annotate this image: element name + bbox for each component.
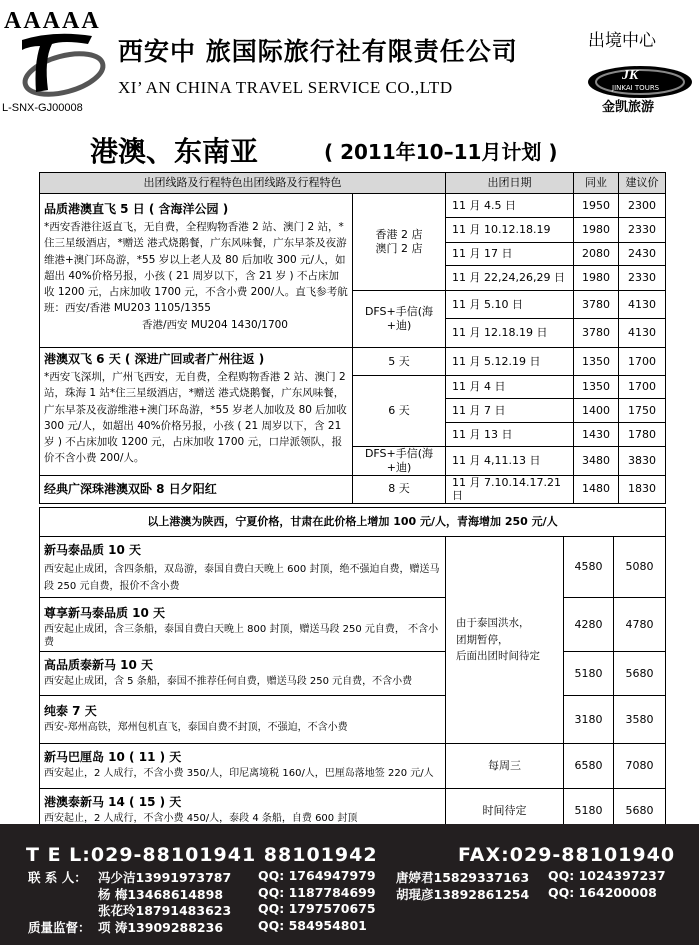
row-suggested-price: 7080 [614,744,666,789]
row-suggested-price: 2330 [619,266,666,291]
sea-route-body: 西安起止成团，含三条船，泰国自费白天晚上 800 封顶，赠送马段 250 元自费， 不含小费 [44,624,439,648]
flood-note: 由于泰国洪水， 团期暂停， 后面出团时间待定 [446,537,564,744]
contact-name-phone: 项 涛13909288236 [98,920,224,935]
header-date: 出团日期 [446,173,574,194]
row-date: 时间待定 [446,789,564,833]
row-peer-price: 1950 [574,194,619,218]
row-date: 11 月 4.5 日 [446,194,574,218]
sea-route-desc [40,537,446,598]
row-suggested-price: 1700 [619,376,666,399]
contact-qq: QQ: 1024397237 [548,868,666,883]
row-peer-price: 3780 [574,291,619,319]
row-peer-price: 1350 [574,376,619,399]
sea-route-desc [40,744,446,789]
route-1-shops: 香港 2 店 澳门 2 店 [353,194,446,291]
row-date: 11 月 22,24,26,29 日 [446,266,574,291]
row-peer-price: 1400 [574,399,619,423]
sea-route-desc [40,652,446,696]
sea-route-body: 西安起止成团，含四条船，双岛游，泰国自费白天晚上 600 封顶，绝不强迫自费，赠送马段 250 元自费，报价不含小费 [44,564,440,592]
row-peer-price: 6580 [564,744,614,789]
row-date: 11 月 13 日 [446,423,574,447]
sea-route-title: 港澳泰新马 14 ( 15 ) 天 [44,795,182,809]
contact-name-phone: 唐婷君15829337163 [396,870,530,885]
row-peer-price: 4280 [564,598,614,652]
license-number: L-SNX-GJ00008 [2,102,83,114]
route-3-title: 经典广深珠港澳双卧 8 日夕阳红 [40,475,353,504]
sea-route-body: 西安起止成团，含 5 条船，泰国不推荐任何自费，赠送马段 250 元自费，不含小费 [44,676,413,687]
table-row [40,598,666,652]
row-peer-price: 5180 [564,789,614,833]
telephone: T E L:029-88101941 88101942 [26,844,378,866]
route-1-desc [40,194,353,348]
row-date: 11 月 17 日 [446,243,574,266]
sea-route-title: 纯泰 7 天 [44,704,97,718]
row-suggested-price: 1750 [619,399,666,423]
logo-text: AAAAA [4,8,101,34]
table-row [40,744,666,789]
row-peer-price: 5180 [564,652,614,696]
contact-qq: QQ: 1764947979 [258,868,376,883]
row-peer-price: 3480 [574,447,619,476]
row-date: 11 月 12.18.19 日 [446,319,574,348]
sea-route-desc [40,696,446,744]
table-row [40,537,666,598]
route-2-dfs: DFS+手信(海+迪) [353,447,446,476]
row-suggested-price: 4130 [619,291,666,319]
company-name-en: XI’ AN CHINA TRAVEL SERVICE CO.,LTD [118,78,453,97]
row-date: 11 月 7 日 [446,399,574,423]
route-3-days: 8 天 [353,475,446,504]
row-peer-price: 1980 [574,218,619,243]
contact-qq: QQ: 1797570675 [258,901,376,916]
row-date: 11 月 4,11.13 日 [446,447,574,476]
contact-qq: QQ: 164200008 [548,885,657,900]
page-title: 港澳、东南亚 [90,135,259,168]
row-suggested-price: 5080 [614,537,666,598]
row-date: 11 月 7.10.14.17.21 日 [446,475,574,504]
route-1-title: 品质港澳直飞 5 日 ( 含海洋公园 ) [44,202,229,216]
row-peer-price: 4580 [564,537,614,598]
row-suggested-price: 2430 [619,243,666,266]
contact-name-phone: 杨 梅13468614898 [98,887,224,902]
table-row [40,475,666,504]
outbound-center-label: 出境中心 [588,31,656,51]
row-suggested-price: 4780 [614,598,666,652]
brand-logo-letters: JK [622,68,639,83]
sea-route-title: 尊享新马泰品质 10 天 [44,606,166,620]
route-2-days-6: 6 天 [353,376,446,447]
row-suggested-price: 5680 [614,652,666,696]
company-logo-icon [14,30,109,100]
route-1-flight-return: 香港/西安 MU204 1430/1700 [142,318,288,331]
company-name-cn: 西安中 旅国际旅行社有限责任公司 [118,37,518,66]
contact-name-phone: 冯少洁13991973787 [98,870,232,885]
table-row [40,696,666,744]
southeast-asia-table [39,507,666,833]
row-suggested-price: 1780 [619,423,666,447]
row-date: 11 月 4 日 [446,376,574,399]
row-suggested-price: 2300 [619,194,666,218]
quality-label: 质量监督： [28,920,91,935]
page-subtitle: ( 2011年10–11月计划 ) [324,140,558,164]
route-1-body: *西安香港往返直飞，无自费，全程购物香港 2 站、澳门 2 站，*住三星级酒店，*赠送 港式烧鹅餐，广东风味餐，广东早茶及夜游维港+澳门环岛游，*55 岁以上老人及 80 后加收 300 元/人，如超出 40%价格另报，小孩 ( 21 周岁以下，含 21 岁 ) 不占床加收 1200 元，占床加收 1700 元，不含小费 200/人。直飞参考航班：西安/香港 MU203 1105/1355 [44,221,348,315]
header-peer: 同业 [574,173,619,194]
sea-route-body: 西安-郑州高铁，郑州包机直飞，泰国自费不封顶，不强迫，不含小费 [44,722,348,733]
brand-logo-en: JINKAI TOURS [612,84,660,92]
row-peer-price: 3780 [574,319,619,348]
row-peer-price: 1480 [574,475,619,504]
contact-qq: QQ: 1187784699 [258,885,376,900]
route-2-body: *西安飞深圳，广州飞西安，无自费，全程购物香港 2 站、澳门 2 站，珠海 1 站*住三星级酒店，*赠送 港式烧鹅餐，广东风味餐，广东早茶及夜游维港+澳门环岛游，*55 岁老人加收及 80 后加收 300 元/人，如超出 40%价格另报，小孩 ( 21 周岁以下，含 21 岁 ) 不占床加收 1200 元，占床加收 1700 元，口岸派领队，报价不含小费 200/人。 [44,371,347,465]
sea-route-body: 西安起止，2 人成行，不含小费 450/人，泰段 4 条船，自费 600 封顶 [44,813,358,824]
row-suggested-price: 3580 [614,696,666,744]
sea-route-title: 新马泰品质 10 天 [44,543,142,557]
contact-name-phone: 胡琨彦13892861254 [396,887,530,902]
price-note: 以上港澳为陕西，宁夏价格，甘肃在此价格上增加 100 元/人，青海增加 250 元/人 [40,508,666,537]
route-2-desc [40,348,353,476]
row-suggested-price: 1700 [619,348,666,376]
header-route: 出团线路及行程特色出团线路及行程特色 [40,173,446,194]
row-date: 11 月 5.10 日 [446,291,574,319]
brand-logo [586,64,694,116]
route-2-title: 港澳双飞 6 天 ( 深进广回或者广州往返 ) [44,352,265,366]
brand-name-cn: 金凯旅游 [602,100,655,115]
contact-qq: QQ: 584954801 [258,918,367,933]
fax-number: FAX:029-88101940 [458,844,676,866]
sea-route-desc [40,598,446,652]
sea-route-title: 新马巴厘岛 10 ( 11 ) 天 [44,750,182,764]
table-row [40,194,666,218]
row-suggested-price: 5680 [614,789,666,833]
route-2-days-5: 5 天 [353,348,446,376]
row-suggested-price: 4130 [619,319,666,348]
header-price: 建议价 [619,173,666,194]
table-header-row [40,173,666,194]
route-1-dfs: DFS+手信(海+迪) [353,291,446,348]
price-note-row [40,508,666,537]
row-peer-price: 1350 [574,348,619,376]
row-suggested-price: 1830 [619,475,666,504]
table-row [40,348,666,376]
contact-name-phone: 张花玲18791483623 [98,903,232,918]
contact-label: 联 系 人： [28,870,87,885]
sea-route-title: 高品质泰新马 10 天 [44,658,154,672]
row-suggested-price: 2330 [619,218,666,243]
row-peer-price: 3180 [564,696,614,744]
row-date: 11 月 10.12.18.19 [446,218,574,243]
row-date: 每周三 [446,744,564,789]
row-peer-price: 1430 [574,423,619,447]
row-peer-price: 1980 [574,266,619,291]
hk-macau-table [39,172,666,504]
row-date: 11 月 5.12.19 日 [446,348,574,376]
sea-route-body: 西安起止，2 人成行，不含小费 350/人，印尼离境税 160/人，巴厘岛落地签 220 元/人 [44,768,434,779]
row-suggested-price: 3830 [619,447,666,476]
row-peer-price: 2080 [574,243,619,266]
table-row [40,652,666,696]
